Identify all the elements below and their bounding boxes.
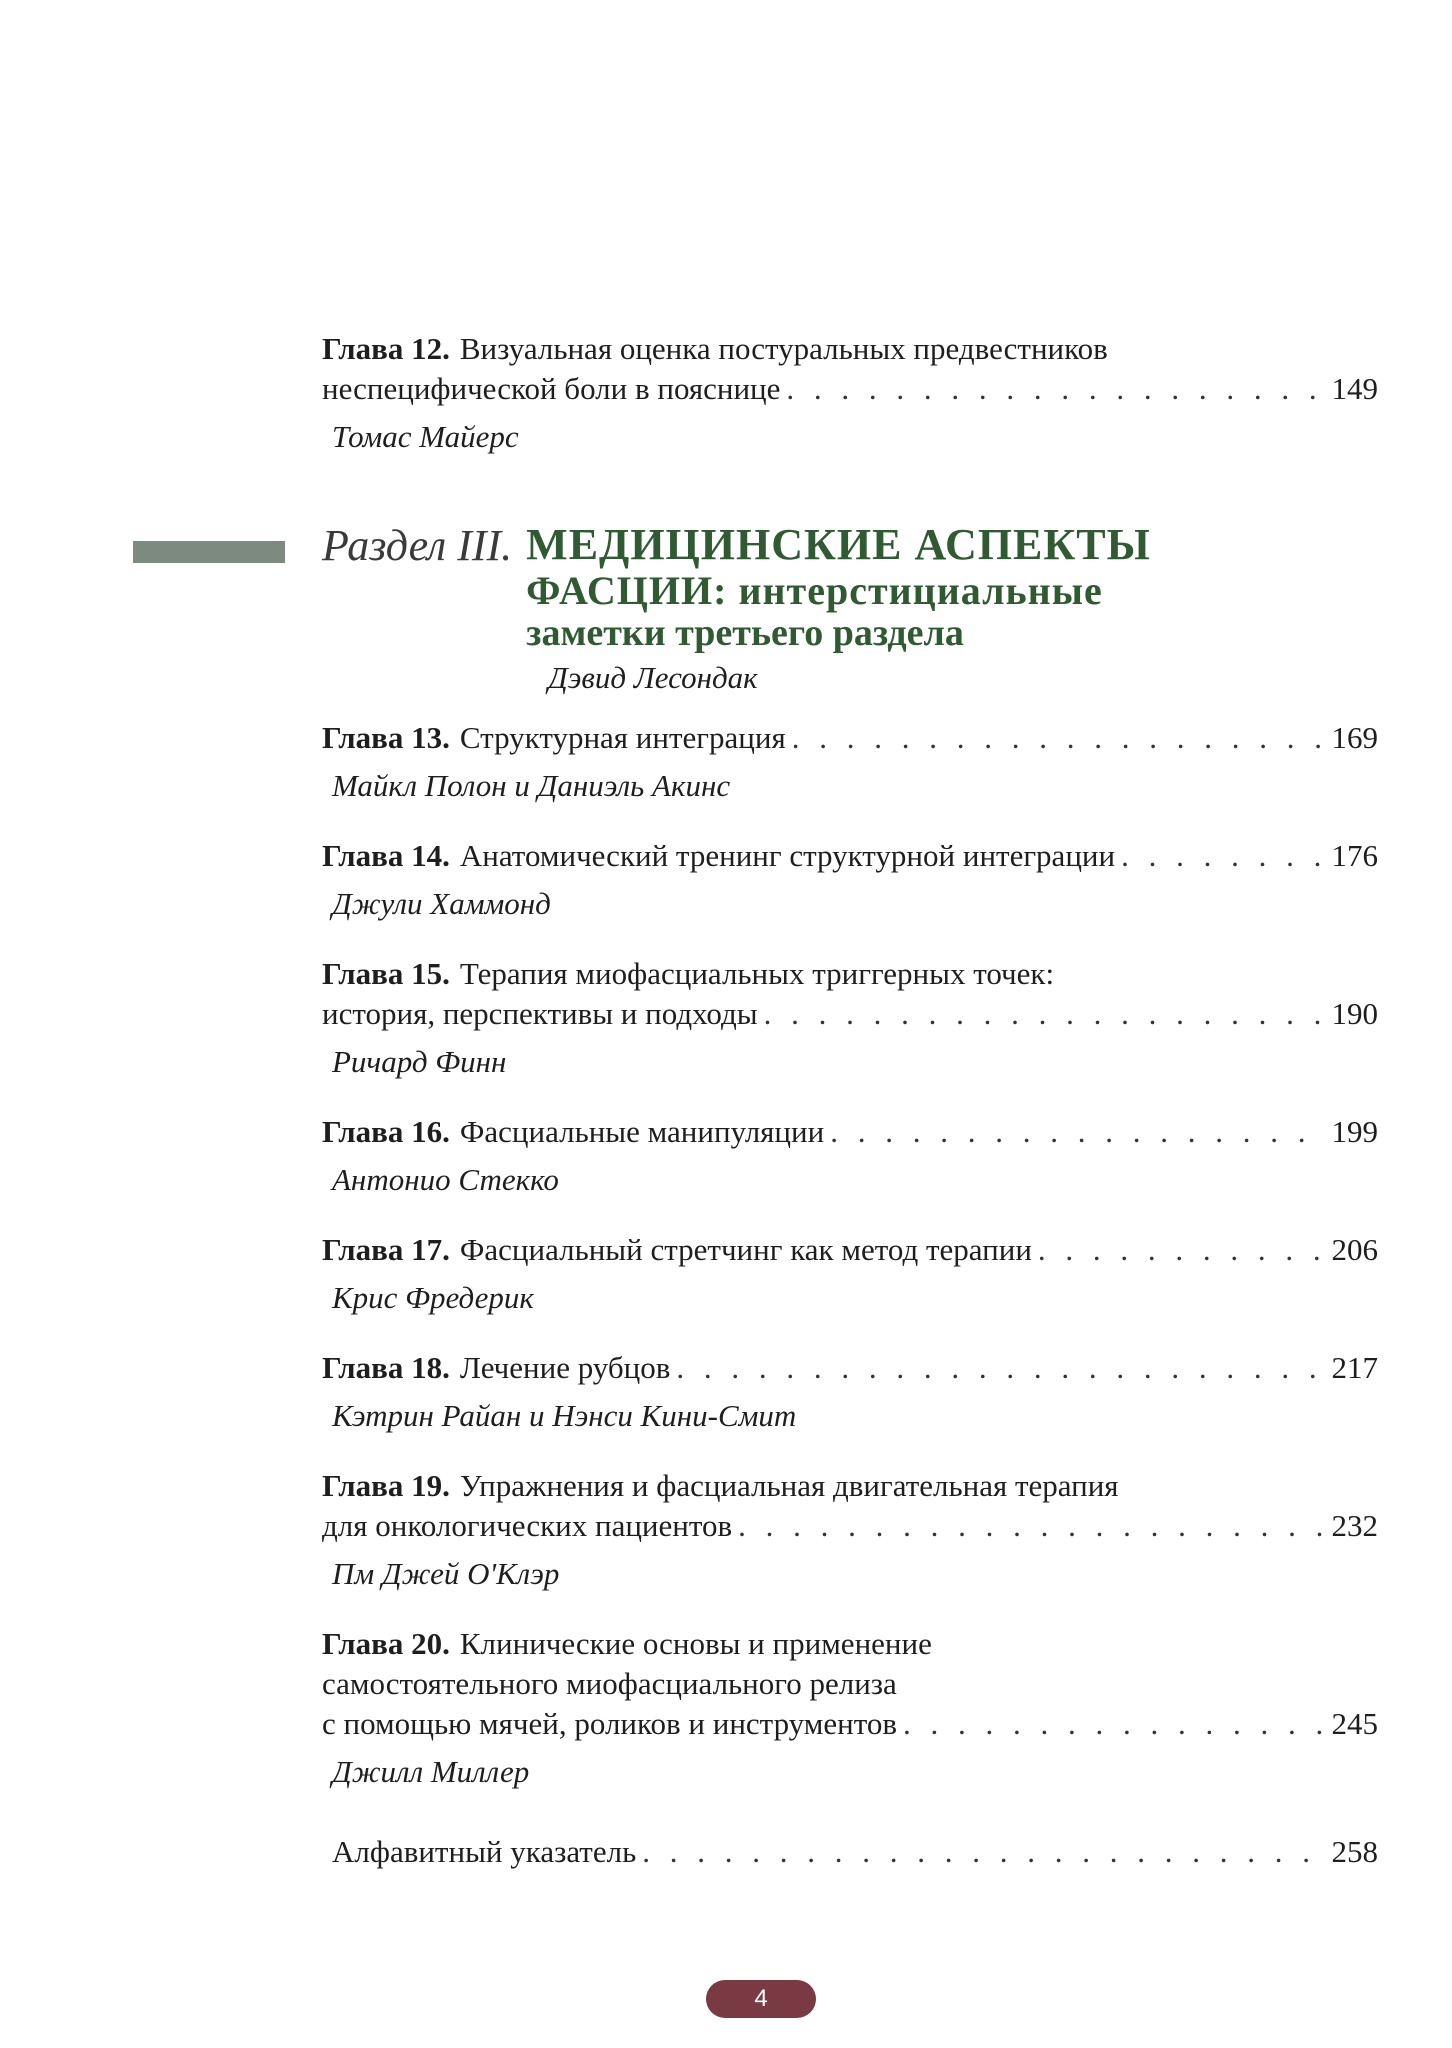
section-title-line-text: ФАСЦИИ: интерстициальные — [526, 568, 1103, 613]
chapter-author: Пм Джей О'Клэр — [332, 1556, 560, 1591]
page-number: 245 — [1331, 1706, 1378, 1741]
toc-entry-chapter-12[interactable] — [322, 329, 1378, 457]
section-marker-bar — [133, 541, 285, 563]
chapter-number: Глава 17. — [322, 1232, 450, 1267]
chapter-title-line: Структурная интеграция — [459, 720, 786, 755]
chapter-title-line: Упражнения и фасциальная двигательная терапия — [459, 1468, 1119, 1503]
section-title-line — [526, 570, 1151, 612]
toc-entry-chapter-13[interactable] — [322, 718, 1378, 806]
footer-page-number: 4 — [754, 1985, 768, 2012]
dot-leader — [786, 369, 1325, 409]
chapter-author: Джули Хаммонд — [332, 886, 551, 921]
toc-entry-chapter-17[interactable] — [322, 1230, 1378, 1318]
toc-entry-chapter-19[interactable] — [322, 1466, 1378, 1594]
page-number: 232 — [1331, 1508, 1378, 1543]
page-number: 190 — [1331, 996, 1378, 1031]
section-label: Раздел III. — [322, 521, 513, 570]
toc-entry-chapter-15[interactable] — [322, 954, 1378, 1082]
toc-entry-chapter-14[interactable] — [322, 836, 1378, 924]
section-title-line: МЕДИЦИНСКИЕ АСПЕКТЫ — [526, 520, 1151, 569]
page-number: 258 — [1331, 1834, 1378, 1869]
dot-leader — [830, 1112, 1325, 1152]
page-number: 176 — [1331, 838, 1378, 873]
page-number: 199 — [1331, 1114, 1378, 1149]
page-number: 217 — [1331, 1350, 1378, 1385]
dot-leader — [764, 994, 1326, 1034]
index-title: Алфавитный указатель — [332, 1834, 637, 1869]
chapter-number: Глава 18. — [322, 1350, 450, 1385]
chapter-author: Крис Фредерик — [332, 1280, 534, 1315]
section-heading — [322, 520, 1382, 698]
dot-leader — [1121, 836, 1325, 876]
toc-entry-chapter-16[interactable] — [322, 1112, 1378, 1200]
chapter-title-line: история, перспективы и подходы — [322, 996, 758, 1031]
toc-entry-chapter-18[interactable] — [322, 1348, 1378, 1436]
chapter-author: Томас Майерс — [332, 419, 519, 454]
dot-leader — [792, 718, 1326, 758]
chapter-number: Глава 19. — [322, 1468, 450, 1503]
chapter-title-line: неспецифической боли в пояснице — [322, 371, 781, 406]
chapter-title-line: Фасциальный стретчинг как метод терапии — [459, 1232, 1032, 1267]
page-number-badge — [706, 1980, 816, 2018]
chapter-title-line: Клинические основы и применение — [459, 1626, 932, 1661]
chapter-author: Майкл Полон и Даниэль Акинс — [332, 768, 731, 803]
chapter-title-line: Терапия миофасциальных триггерных точек: — [459, 956, 1055, 991]
section-title — [526, 520, 1151, 654]
chapter-title-line: самостоятельного миофасциального релиза — [322, 1666, 897, 1701]
page-number: 149 — [1331, 371, 1378, 406]
section-title-line: заметки третьего раздела — [526, 612, 964, 654]
toc-entry-index[interactable] — [332, 1832, 1378, 1872]
chapter-number: Глава 15. — [322, 956, 450, 991]
chapter-author: Джилл Миллер — [332, 1754, 530, 1789]
chapter-title-line: Визуальная оценка постуральных предвестников — [459, 331, 1108, 366]
chapter-number: Глава 16. — [322, 1114, 450, 1149]
dot-leader — [1038, 1230, 1326, 1270]
chapter-title-line: Анатомический тренинг структурной интеграции — [459, 838, 1116, 873]
chapter-author: Кэтрин Райан и Нэнси Кини-Смит — [332, 1398, 797, 1433]
toc-entry-chapter-20[interactable] — [322, 1624, 1378, 1792]
chapter-number: Глава 12. — [322, 331, 450, 366]
dot-leader — [903, 1704, 1325, 1744]
chapter-author: Ричард Финн — [332, 1044, 507, 1079]
chapter-number: Глава 13. — [322, 720, 450, 755]
dot-leader — [676, 1348, 1325, 1388]
chapter-title-line: Лечение рубцов — [459, 1350, 671, 1385]
page-number: 206 — [1331, 1232, 1378, 1267]
chapter-title-line: с помощью мячей, роликов и инструментов — [322, 1706, 898, 1741]
chapter-number: Глава 20. — [322, 1626, 450, 1661]
chapter-author: Антонио Стекко — [332, 1162, 559, 1197]
page-number: 169 — [1331, 720, 1378, 755]
dot-leader — [642, 1832, 1325, 1872]
dot-leader — [738, 1506, 1325, 1546]
chapter-number: Глава 14. — [322, 838, 450, 873]
chapter-title-line: Фасциальные манипуляции — [459, 1114, 825, 1149]
section-author: Дэвид Лесондак — [548, 660, 758, 695]
chapter-title-line: для онкологических пациентов — [322, 1508, 733, 1543]
